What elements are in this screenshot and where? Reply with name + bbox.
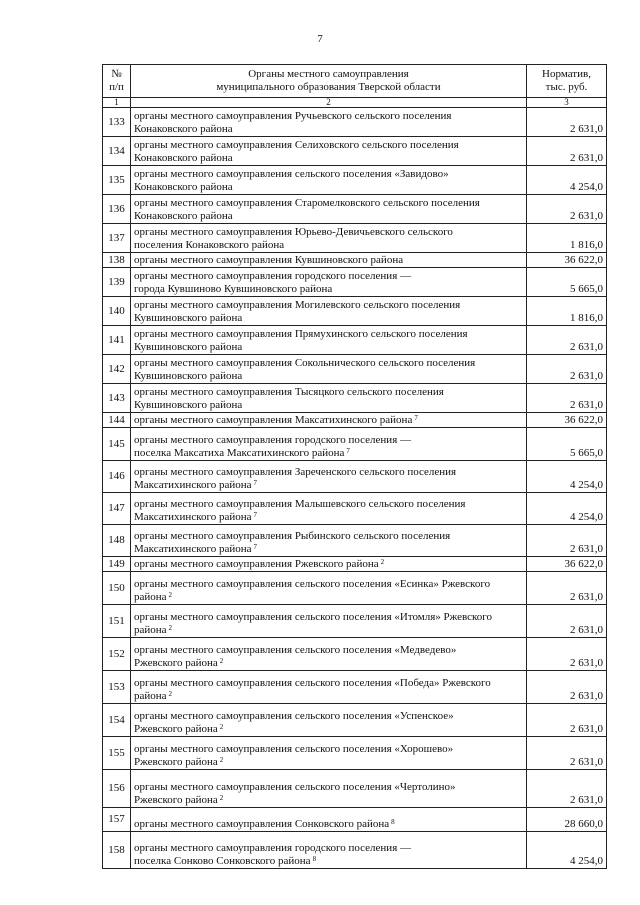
row-number-text: 147	[108, 502, 125, 514]
row-organ	[131, 297, 527, 326]
row-norm-value	[527, 253, 607, 268]
row-number-text: 149	[108, 557, 125, 570]
row-number-text: 146	[108, 470, 125, 482]
row-number	[103, 808, 131, 832]
row-number-text: 153	[108, 680, 125, 693]
row-organ-text: органы местного самоуправления городского поселения — города Кувшиново Кувшиновского района	[134, 270, 412, 295]
row-organ-text: органы местного самоуправления городского поселения — поселка Максатиха Максатихинского района	[134, 434, 412, 459]
footnote-mark: 7	[346, 447, 350, 455]
footnote-mark: 8	[391, 818, 395, 826]
row-norm-value	[527, 572, 607, 605]
row-number-text: 133	[108, 115, 125, 128]
table-row	[103, 224, 607, 253]
row-norm-text: 5 665,0	[570, 283, 603, 295]
row-number	[103, 253, 131, 268]
row-norm-text: 2 631,0	[570, 370, 603, 382]
row-norm-value	[527, 493, 607, 525]
row-number	[103, 737, 131, 770]
row-norm-value	[527, 605, 607, 638]
header-organ	[131, 65, 527, 98]
row-number-text: 134	[108, 144, 125, 157]
row-number-text: 152	[108, 647, 125, 660]
row-norm-text: 2 631,0	[570, 794, 603, 806]
row-norm-text: 36 622,0	[564, 558, 603, 570]
row-organ-text: органы местного самоуправления Зареченского сельского поселения Максатихинского района	[134, 466, 457, 491]
row-norm-value	[527, 413, 607, 428]
footnote-mark: 2	[219, 756, 224, 764]
table-row	[103, 253, 607, 268]
row-norm-text: 2 631,0	[570, 591, 603, 603]
row-norm-value	[527, 671, 607, 704]
header-norm	[527, 65, 607, 98]
row-number	[103, 297, 131, 326]
row-organ	[131, 166, 527, 195]
footnote-mark: 2	[168, 690, 173, 698]
table-row	[103, 671, 607, 704]
row-norm-value	[527, 384, 607, 413]
row-norm-text: 2 631,0	[570, 543, 603, 555]
row-norm-text: 1 816,0	[570, 239, 603, 251]
row-organ-text: органы местного самоуправления городского поселения — поселка Сонково Сонковского района	[134, 842, 412, 867]
row-number	[103, 326, 131, 355]
row-norm-value	[527, 268, 607, 297]
row-norm-text: 4 254,0	[570, 855, 603, 867]
row-organ	[131, 525, 527, 557]
row-norm-text: 36 622,0	[564, 414, 603, 426]
row-number-text: 150	[108, 581, 125, 594]
page-number: 7	[317, 33, 323, 45]
row-organ-text: органы местного самоуправления Селиховского сельского поселения Конаковского района	[134, 139, 459, 164]
row-organ-text: органы местного самоуправления Сонковского района	[134, 818, 390, 830]
row-organ-text: органы местного самоуправления сельского поселения «Успенское» Ржевского района	[134, 710, 454, 735]
row-norm-text: 28 660,0	[564, 818, 603, 830]
table-row	[103, 572, 607, 605]
row-organ-text: органы местного самоуправления сельского поселения «Победа» Ржевского района	[134, 677, 491, 702]
row-organ	[131, 638, 527, 671]
table-body	[103, 108, 607, 869]
row-number-text: 155	[108, 746, 125, 759]
row-norm-value	[527, 808, 607, 832]
row-organ-text: органы местного самоуправления Могилевского сельского поселения Кувшиновского района	[134, 299, 461, 324]
row-norm-text: 4 254,0	[570, 181, 603, 193]
table-row	[103, 195, 607, 224]
table-row	[103, 557, 607, 572]
row-number-text: 138	[108, 253, 125, 266]
footnote-mark: 2	[168, 591, 173, 599]
row-organ	[131, 737, 527, 770]
row-number-text: 148	[108, 534, 125, 546]
footnote-mark: 2	[219, 657, 224, 665]
row-norm-value	[527, 224, 607, 253]
row-organ	[131, 108, 527, 137]
row-organ-text: органы местного самоуправления Юрьево-Девичьевского сельского поселения Конаковского района	[134, 226, 453, 251]
row-organ	[131, 461, 527, 493]
row-organ	[131, 413, 527, 428]
row-organ-text: органы местного самоуправления Малышевского сельского поселения Максатихинского района	[134, 498, 466, 523]
row-norm-value	[527, 737, 607, 770]
footnote-mark: 2	[219, 723, 224, 731]
row-organ	[131, 493, 527, 525]
row-organ	[131, 195, 527, 224]
table-row	[103, 355, 607, 384]
row-number-text: 137	[108, 231, 125, 244]
row-number	[103, 704, 131, 737]
row-norm-text: 2 631,0	[570, 123, 603, 135]
row-organ	[131, 832, 527, 869]
footnote-mark: 8	[312, 855, 317, 863]
row-number-text: 140	[108, 304, 125, 317]
row-organ-text: органы местного самоуправления Ручьевского сельского поселения Конаковского района	[134, 110, 452, 135]
footnote-mark: 7	[253, 543, 258, 551]
footnote-mark: 7	[414, 414, 418, 422]
row-number	[103, 384, 131, 413]
table-row	[103, 268, 607, 297]
row-number	[103, 461, 131, 493]
row-norm-value	[527, 195, 607, 224]
row-organ	[131, 808, 527, 832]
index-cell-1: 1	[103, 98, 131, 108]
table-row	[103, 413, 607, 428]
row-norm-text: 4 254,0	[570, 479, 603, 491]
footnote-mark: 2	[168, 624, 173, 632]
row-number	[103, 770, 131, 808]
table-row	[103, 108, 607, 137]
footnote-mark: 2	[219, 794, 224, 802]
table-row	[103, 326, 607, 355]
row-organ	[131, 704, 527, 737]
row-organ	[131, 605, 527, 638]
table-row	[103, 493, 607, 525]
row-number-text: 143	[108, 391, 125, 404]
row-norm-value	[527, 166, 607, 195]
row-organ	[131, 671, 527, 704]
row-number-text: 142	[108, 362, 125, 375]
table-row	[103, 808, 607, 832]
table-index-row	[103, 98, 607, 108]
row-number-text: 154	[108, 713, 125, 726]
row-norm-text: 5 665,0	[570, 447, 603, 459]
row-norm-value	[527, 704, 607, 737]
row-organ-text: органы местного самоуправления Рыбинского сельского поселения Максатихинского района	[134, 530, 451, 555]
row-norm-text: 2 631,0	[570, 210, 603, 222]
table-row	[103, 638, 607, 671]
footnote-mark: 7	[253, 479, 258, 487]
header-number-text: № п/п	[109, 68, 124, 93]
row-number	[103, 413, 131, 428]
row-organ	[131, 253, 527, 268]
row-norm-value	[527, 557, 607, 572]
table-row	[103, 137, 607, 166]
table-row	[103, 605, 607, 638]
row-number	[103, 557, 131, 572]
row-organ-text: органы местного самоуправления сельского поселения «Итомля» Ржевского района	[134, 611, 493, 636]
table-row	[103, 384, 607, 413]
row-organ-text: органы местного самоуправления Ржевского района	[134, 558, 379, 570]
row-organ	[131, 557, 527, 572]
row-number-text: 135	[108, 173, 125, 186]
row-norm-value	[527, 355, 607, 384]
row-organ	[131, 268, 527, 297]
row-organ	[131, 224, 527, 253]
row-norm-value	[527, 428, 607, 461]
table-row	[103, 737, 607, 770]
row-organ-text: органы местного самоуправления Кувшиновского района	[134, 254, 404, 266]
row-number	[103, 268, 131, 297]
footnote-mark: 7	[253, 511, 258, 519]
table-row	[103, 770, 607, 808]
row-number	[103, 605, 131, 638]
table-row	[103, 166, 607, 195]
row-number-text: 157	[108, 813, 125, 825]
header-organ-text: Органы местного самоуправления муниципального образования Тверской области	[216, 68, 441, 93]
row-norm-value	[527, 638, 607, 671]
row-organ-text: органы местного самоуправления Старомелковского сельского поселения Конаковского района	[134, 197, 480, 222]
row-organ	[131, 572, 527, 605]
row-number-text: 144	[108, 413, 125, 426]
row-norm-text: 2 631,0	[570, 657, 603, 669]
header-number	[103, 65, 131, 98]
index-cell-3: 3	[527, 98, 607, 108]
row-number-text: 145	[108, 437, 125, 450]
table-header-row	[103, 65, 607, 98]
row-organ-text: органы местного самоуправления Тысяцкого сельского поселения Кувшиновского района	[134, 386, 444, 411]
row-norm-text: 2 631,0	[570, 624, 603, 636]
row-norm-value	[527, 525, 607, 557]
row-organ-text: органы местного самоуправления Сокольнического сельского поселения Кувшиновского района	[134, 357, 476, 382]
row-norm-value	[527, 108, 607, 137]
row-norm-value	[527, 297, 607, 326]
row-number-text: 158	[108, 843, 125, 856]
row-norm-value	[527, 461, 607, 493]
index-cell-2: 2	[131, 98, 527, 108]
row-organ-text: органы местного самоуправления сельского поселения «Медведево» Ржевского района	[134, 644, 457, 669]
row-number-text: 151	[108, 614, 125, 627]
table-row	[103, 461, 607, 493]
row-organ-text: органы местного самоуправления Прямухинского сельского поселения Кувшиновского района	[134, 328, 468, 353]
row-norm-text: 2 631,0	[570, 756, 603, 768]
row-number	[103, 224, 131, 253]
row-organ	[131, 355, 527, 384]
row-number	[103, 638, 131, 671]
row-organ	[131, 428, 527, 461]
row-norm-value	[527, 326, 607, 355]
row-norm-value	[527, 137, 607, 166]
row-norm-text: 1 816,0	[570, 312, 603, 324]
row-organ-text: органы местного самоуправления сельского поселения «Хорошево» Ржевского района	[134, 743, 454, 768]
row-norm-text: 2 631,0	[570, 152, 603, 164]
row-number	[103, 108, 131, 137]
row-norm-text: 2 631,0	[570, 341, 603, 353]
row-organ	[131, 326, 527, 355]
row-norm-text: 2 631,0	[570, 723, 603, 735]
row-norm-value	[527, 770, 607, 808]
row-organ-text: органы местного самоуправления сельского поселения «Есинка» Ржевского района	[134, 578, 491, 603]
row-organ-text: органы местного самоуправления сельского поселения «Чертолино» Ржевского района	[134, 781, 456, 806]
row-number	[103, 493, 131, 525]
row-organ	[131, 137, 527, 166]
footnote-mark: 2	[380, 558, 385, 566]
row-number	[103, 195, 131, 224]
row-organ	[131, 384, 527, 413]
row-norm-text: 2 631,0	[570, 399, 603, 411]
row-number	[103, 572, 131, 605]
table-row	[103, 297, 607, 326]
row-number-text: 141	[108, 333, 125, 346]
row-number	[103, 428, 131, 461]
row-number	[103, 832, 131, 869]
row-norm-text: 36 622,0	[564, 254, 603, 266]
row-number-text: 136	[108, 202, 125, 215]
row-number	[103, 671, 131, 704]
row-number-text: 139	[108, 275, 125, 288]
row-number	[103, 137, 131, 166]
row-norm-text: 4 254,0	[570, 511, 603, 523]
row-norm-text: 2 631,0	[570, 690, 603, 702]
table-row	[103, 704, 607, 737]
row-organ	[131, 770, 527, 808]
header-norm-text: Норматив, тыс. руб.	[542, 68, 591, 93]
row-organ-text: органы местного самоуправления Максатихинского района	[134, 414, 413, 426]
row-norm-value	[527, 832, 607, 869]
budget-table	[102, 64, 607, 869]
row-number-text: 156	[108, 782, 125, 794]
row-number	[103, 166, 131, 195]
table-row	[103, 525, 607, 557]
row-number	[103, 525, 131, 557]
table-row	[103, 428, 607, 461]
row-organ-text: органы местного самоуправления сельского поселения «Завидово» Конаковского района	[134, 168, 449, 193]
row-number	[103, 355, 131, 384]
table-row	[103, 832, 607, 869]
